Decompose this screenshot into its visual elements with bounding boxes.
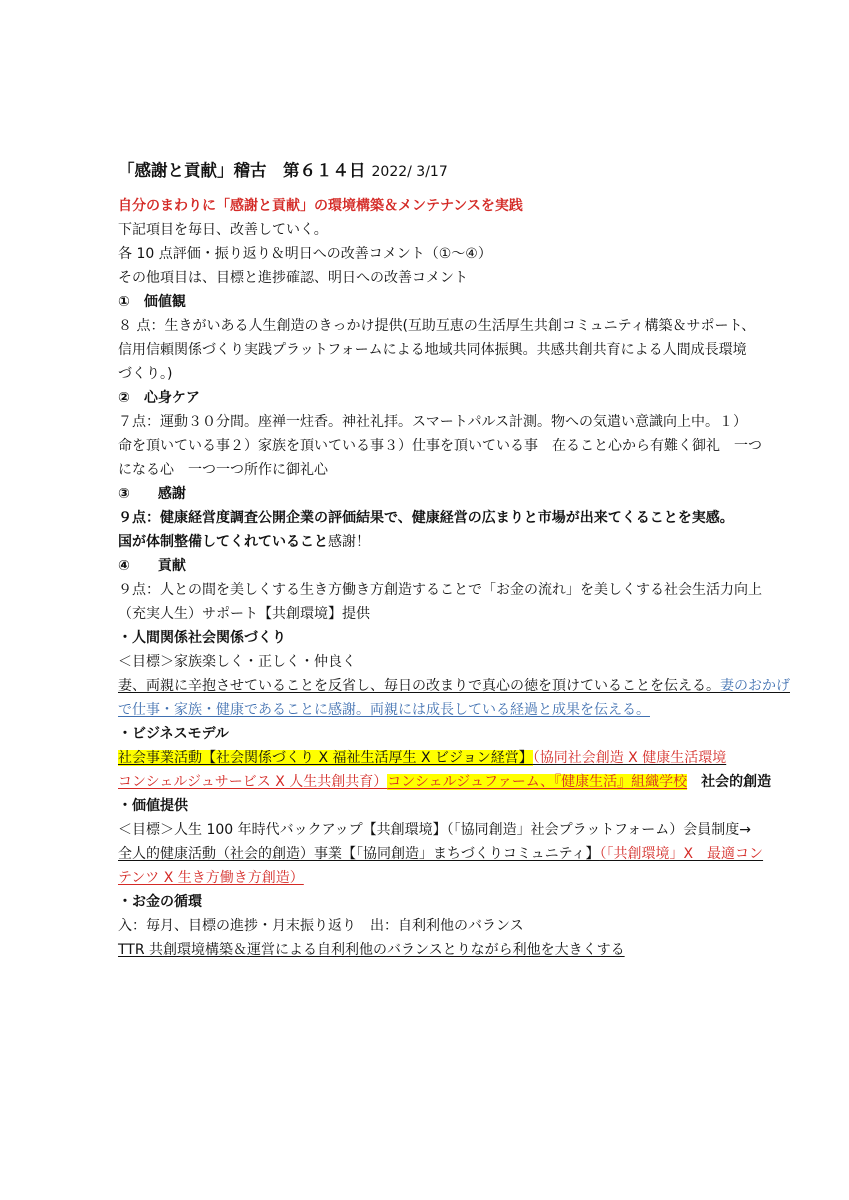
relations-text-blue: 妻のおかげ	[720, 678, 790, 694]
business-red-1: （協同社会創造 X 健康生活環境	[532, 750, 727, 766]
section-values-heading: ① 価値観	[118, 294, 186, 310]
relations-goal: ＜目標＞家族楽しく・正しく・仲良く	[118, 654, 356, 670]
gratitude-bold-text: 国が体制整備してくれていること	[118, 534, 328, 550]
value-provision-heading: ・価値提供	[118, 798, 188, 814]
value-provision-black: 全人的健康活動（社会的創造）事業【「協同創造」まちづくりコミュニティ】	[118, 846, 600, 862]
relations-heading: ・人間関係社会関係づくり	[118, 630, 286, 646]
business-highlight-2: コンシェルジュファーム、『健康生活』組織学校	[387, 774, 688, 790]
value-provision-line-3: テンツ X 生き方働き方創造）	[118, 870, 304, 886]
section-gratitude-line-1: ９点：健康経営度調査公開企業の評価結果で、健康経営の広まりと市場が出来てくることを実感。	[118, 510, 734, 526]
relations-line-2: で仕事・家族・健康であることに感謝。両親には成長している経過と成果を伝える。	[118, 702, 650, 718]
value-provision-line-2	[118, 842, 764, 866]
section-care-line-1: ７点：運動３０分間。座禅一炷香。神社礼拝。スマートパルス計測。物への気遣い意識向上中。１）	[118, 414, 748, 430]
intro-line-3: その他項目は、目標と進捗確認、明日への改善コメント	[118, 270, 468, 286]
gratitude-rest-text: 感謝！	[328, 534, 370, 550]
business-highlight-1: 社会事業活動【社会関係づくり X 福祉生活厚生 X ビジョン経営】	[118, 750, 533, 766]
document-title	[118, 157, 448, 181]
section-values-line-1: ８ 点：生きがいある人生創造のきっかけ提供(互助互恵の生活厚生共創コミュニティ構築＆サポート、	[118, 318, 756, 334]
section-contribution-line-1: ９点：人との間を美しくする生き方働き方創造することで「お金の流れ」を美しくする社会生活力向上	[118, 582, 762, 598]
section-contribution-heading: ④ 貢献	[118, 558, 186, 574]
relations-text-black: 妻、両親に辛抱させていることを反省し、毎日の改まりで真心の徳を頂けていることを伝える。	[118, 678, 720, 694]
title-date: 2022/ 3/17	[371, 164, 448, 180]
section-values-line-3: づくり。)	[118, 366, 173, 382]
section-care-line-2: 命を頂いている事２）家族を頂いている事３）仕事を頂いている事 在ること心から有難く御礼 一つ	[118, 438, 762, 454]
money-cycle-heading: ・お金の循環	[118, 894, 202, 910]
title-main: 「感謝と貢献」稽古 第６１４日	[118, 161, 366, 180]
business-social-creation: 社会的創造	[701, 774, 772, 790]
value-provision-red-1: （「共創環境」X 最適コン	[599, 846, 764, 862]
relations-line-1	[118, 674, 790, 698]
business-model-heading: ・ビジネスモデル	[118, 726, 229, 742]
money-cycle-line-2: TTR 共創環境構築＆運営による自利利他のバランスとりながら利他を大きくする	[118, 942, 625, 958]
section-care-line-3: になる心 一つ一つ所作に御礼心	[118, 462, 328, 478]
section-values-line-2: 信用信頼関係づくり実践プラットフォームによる地域共同体振興。共感共創共育による人間成長環境	[118, 342, 747, 358]
intro-line-1: 下記項目を毎日、改善していく。	[118, 222, 328, 238]
value-provision-line-1: ＜目標＞人生 100 年時代バックアップ【共創環境】（「協同創造」社会プラットフォーム）会員制度→	[118, 822, 751, 838]
document-body	[118, 194, 790, 962]
money-cycle-line-1: 入：毎月、目標の進捗・月末振り返り 出：自利利他のバランス	[118, 918, 524, 934]
business-model-line-2	[118, 770, 772, 794]
headline: 自分のまわりに「感謝と貢献」の環境構築＆メンテナンスを実践	[118, 198, 523, 214]
section-contribution-line-2: （充実人生）サポート【共創環境】提供	[118, 606, 370, 622]
section-gratitude-heading: ③ 感謝	[118, 486, 186, 502]
intro-line-2: 各 10 点評価・振り返り＆明日への改善コメント（①～④）	[118, 246, 492, 262]
section-care-heading: ② 心身ケア	[118, 390, 200, 406]
section-gratitude-line-2	[118, 530, 743, 554]
business-red-2: コンシェルジュサービス X 人生共創共育）	[118, 774, 388, 790]
business-model-line-1	[118, 746, 743, 770]
